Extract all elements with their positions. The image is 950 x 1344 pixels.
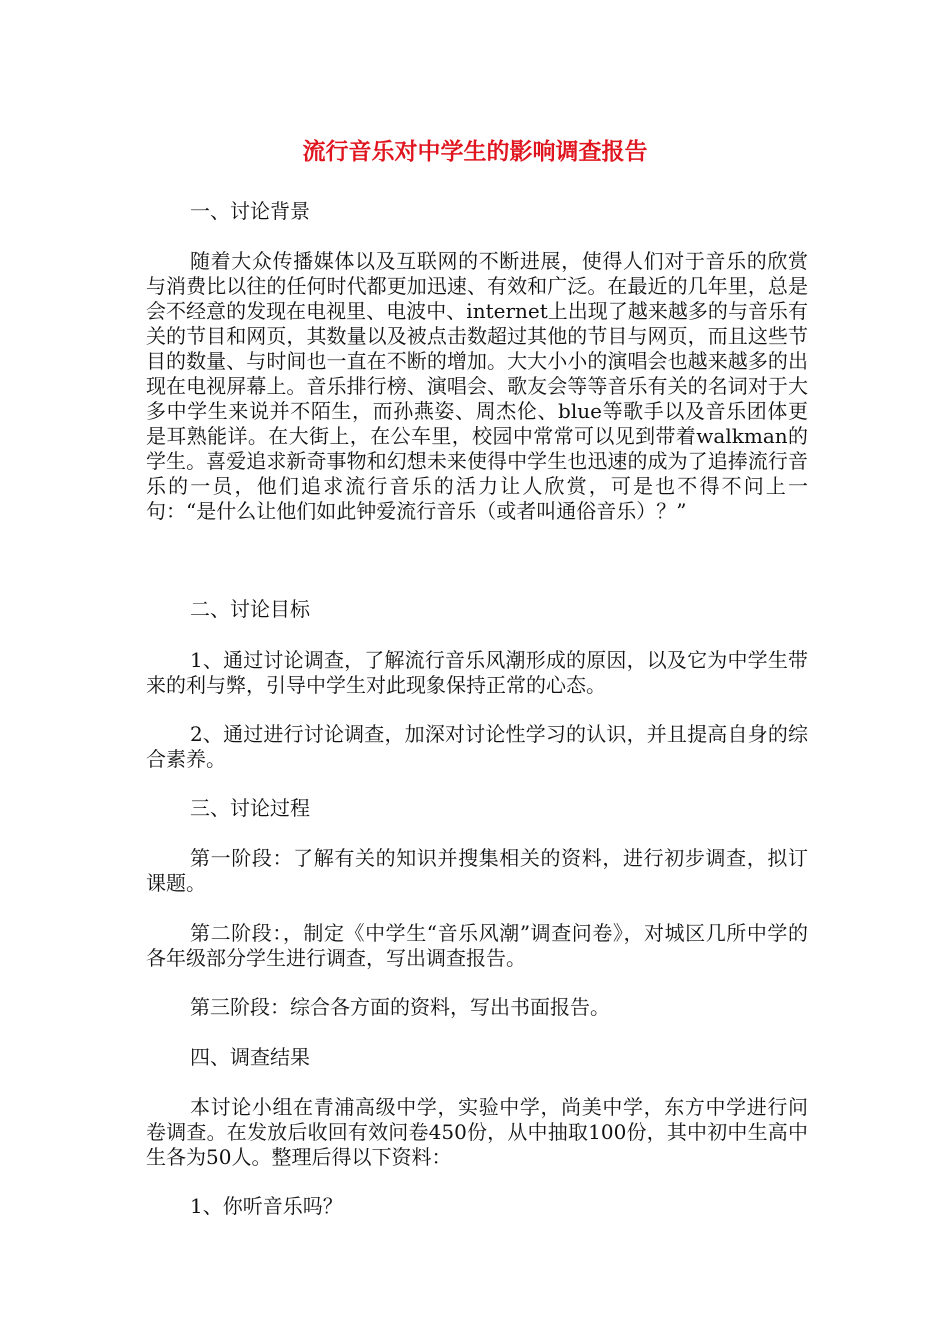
process-stage-3: 第三阶段：综合各方面的资料，写出书面报告。 xyxy=(190,995,610,1019)
results-paragraph: 本讨论小组在青浦高级中学，实验中学，尚美中学，东方中学进行问卷调查。在发放后收回有效问卷450份，从中抽取100份，其中初中生高中生各为50人。整理后得以下资料： xyxy=(146,1095,808,1169)
section-heading-process: 三、讨论过程 xyxy=(190,796,310,820)
section-heading-goals: 二、讨论目标 xyxy=(190,597,310,621)
goal-item-1: 1、通过讨论调查，了解流行音乐风潮形成的原因，以及它为中学生带来的利与弊，引导中学生对此现象保持正常的心态。 xyxy=(146,648,808,697)
section-heading-results: 四、调查结果 xyxy=(190,1045,310,1069)
process-stage-2: 第二阶段：，制定《中学生“音乐风潮”调查问卷》，对城区几所中学的各年级部分学生进行调查，写出调查报告。 xyxy=(146,921,808,970)
background-paragraph: 随着大众传播媒体以及互联网的不断进展，使得人们对于音乐的欣赏与消费比以往的任何时代都更加迅速、有效和广泛。在最近的几年里，总是会不经意的发现在电视里、电波中、internet上出现了越来越多的与音乐有关的节目和网页，其数量以及被点击数超过其他的节目与网页，而且这些节目的数量、与时间也一直在不断的增加。大大小小的演唱会也越来越多的出现在电视屏幕上。音乐排行榜、演唱会、歌友会等等音乐有关的名词对于大多中学生来说并不陌生，而孙燕姿、周杰伦、blue等歌手以及音乐团体更是耳熟能详。在大街上，在公车里，校园中常常可以见到带着walkman的学生。喜爱追求新奇事物和幻想未来使得中学生也迅速的成为了追捧流行音乐的一员，他们追求流行音乐的活力让人欣赏，可是也不得不问上一句：“是什么让他们如此钟爱流行音乐（或者叫通俗音乐）？” xyxy=(146,249,808,523)
question-1: 1、你听音乐吗？ xyxy=(190,1194,343,1218)
document-title: 流行音乐对中学生的影响调查报告 xyxy=(302,139,648,165)
section-heading-background: 一、讨论背景 xyxy=(190,199,310,223)
process-stage-1: 第一阶段：了解有关的知识并搜集相关的资料，进行初步调查，拟订课题。 xyxy=(146,846,808,895)
goal-item-2: 2、通过进行讨论调查，加深对讨论性学习的认识，并且提高自身的综合素养。 xyxy=(146,722,808,771)
